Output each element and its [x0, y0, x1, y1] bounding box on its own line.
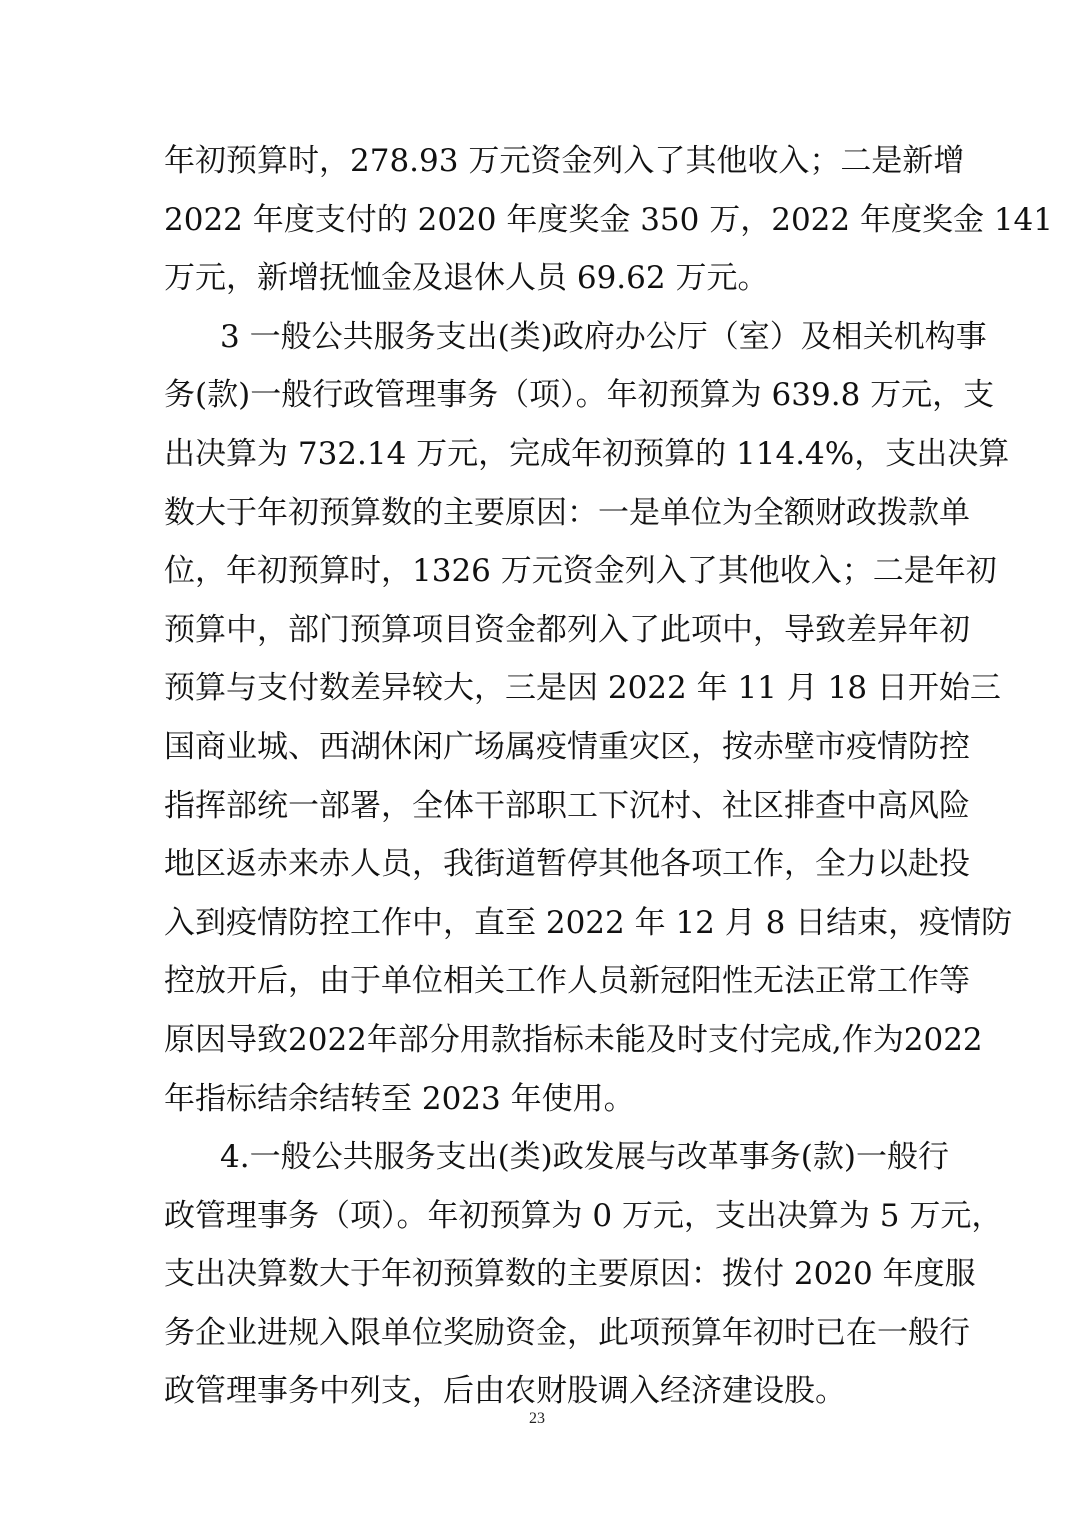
text-line: 数大于年初预算数的主要原因：一是单位为全额财政拨款单	[164, 494, 970, 531]
text-line: 控放开后，由于单位相关工作人员新冠阳性无法正常工作等	[164, 963, 970, 1000]
text-line: 政管理事务（项）。年初预算为 0 万元，支出决算为 5 万元，	[164, 1197, 1003, 1234]
page-number: 23	[529, 1410, 545, 1427]
text-line: 出决算为 732.14 万元，完成年初预算的 114.4%，支出决算	[164, 435, 1010, 472]
text-line: 入到疫情防控工作中，直至 2022 年 12 月 8 日结束，疫情防	[164, 904, 1013, 941]
text-line: 务(款)一般行政管理事务（项）。年初预算为 639.8 万元，支	[164, 377, 995, 414]
text-line: 2022 年度支付的 2020 年度奖金 350 万，2022 年度奖金 141	[164, 201, 1053, 238]
text-line: 预算中，部门预算项目资金都列入了此项中，导致差异年初	[164, 611, 970, 648]
text-line: 3 一般公共服务支出(类)政府办公厅（室）及相关机构事	[220, 318, 987, 355]
paragraph-item-3	[164, 308, 1013, 1128]
document-body	[164, 132, 1053, 1421]
text-line: 指挥部统一部署，全体干部职工下沉村、社区排查中高风险	[164, 787, 970, 824]
text-line: 年指标结余结转至 2023 年使用。	[164, 1080, 635, 1117]
text-line: 预算与支付数差异较大，三是因 2022 年 11 月 18 日开始三	[164, 670, 1001, 707]
text-line: 务企业进规入限单位奖励资金，此项预算年初时已在一般行	[164, 1314, 970, 1351]
text-line: 地区返赤来赤人员，我街道暂停其他各项工作，全力以赴投	[164, 846, 970, 883]
text-line: 政管理事务中列支，后由农财股调入经济建设股。	[164, 1373, 846, 1410]
text-line: 国商业城、西湖休闲广场属疫情重灾区，按赤壁市疫情防控	[164, 728, 970, 765]
text-line: 支出决算数大于年初预算数的主要原因：拨付 2020 年度服	[164, 1256, 976, 1293]
paragraph-item-4	[164, 1128, 1003, 1421]
paragraph-continuation	[164, 132, 1053, 308]
text-line: 万元，新增抚恤金及退休人员 69.62 万元。	[164, 260, 769, 297]
text-line: 年初预算时，278.93 万元资金列入了其他收入；二是新增	[164, 143, 965, 179]
text-line: 位，年初预算时，1326 万元资金列入了其他收入；二是年初	[164, 553, 997, 590]
text-line: 4.一般公共服务支出(类)政发展与改革事务(款)一般行	[220, 1139, 949, 1176]
text-line: 原因导致2022年部分用款指标未能及时支付完成,作为2022	[164, 1021, 983, 1058]
